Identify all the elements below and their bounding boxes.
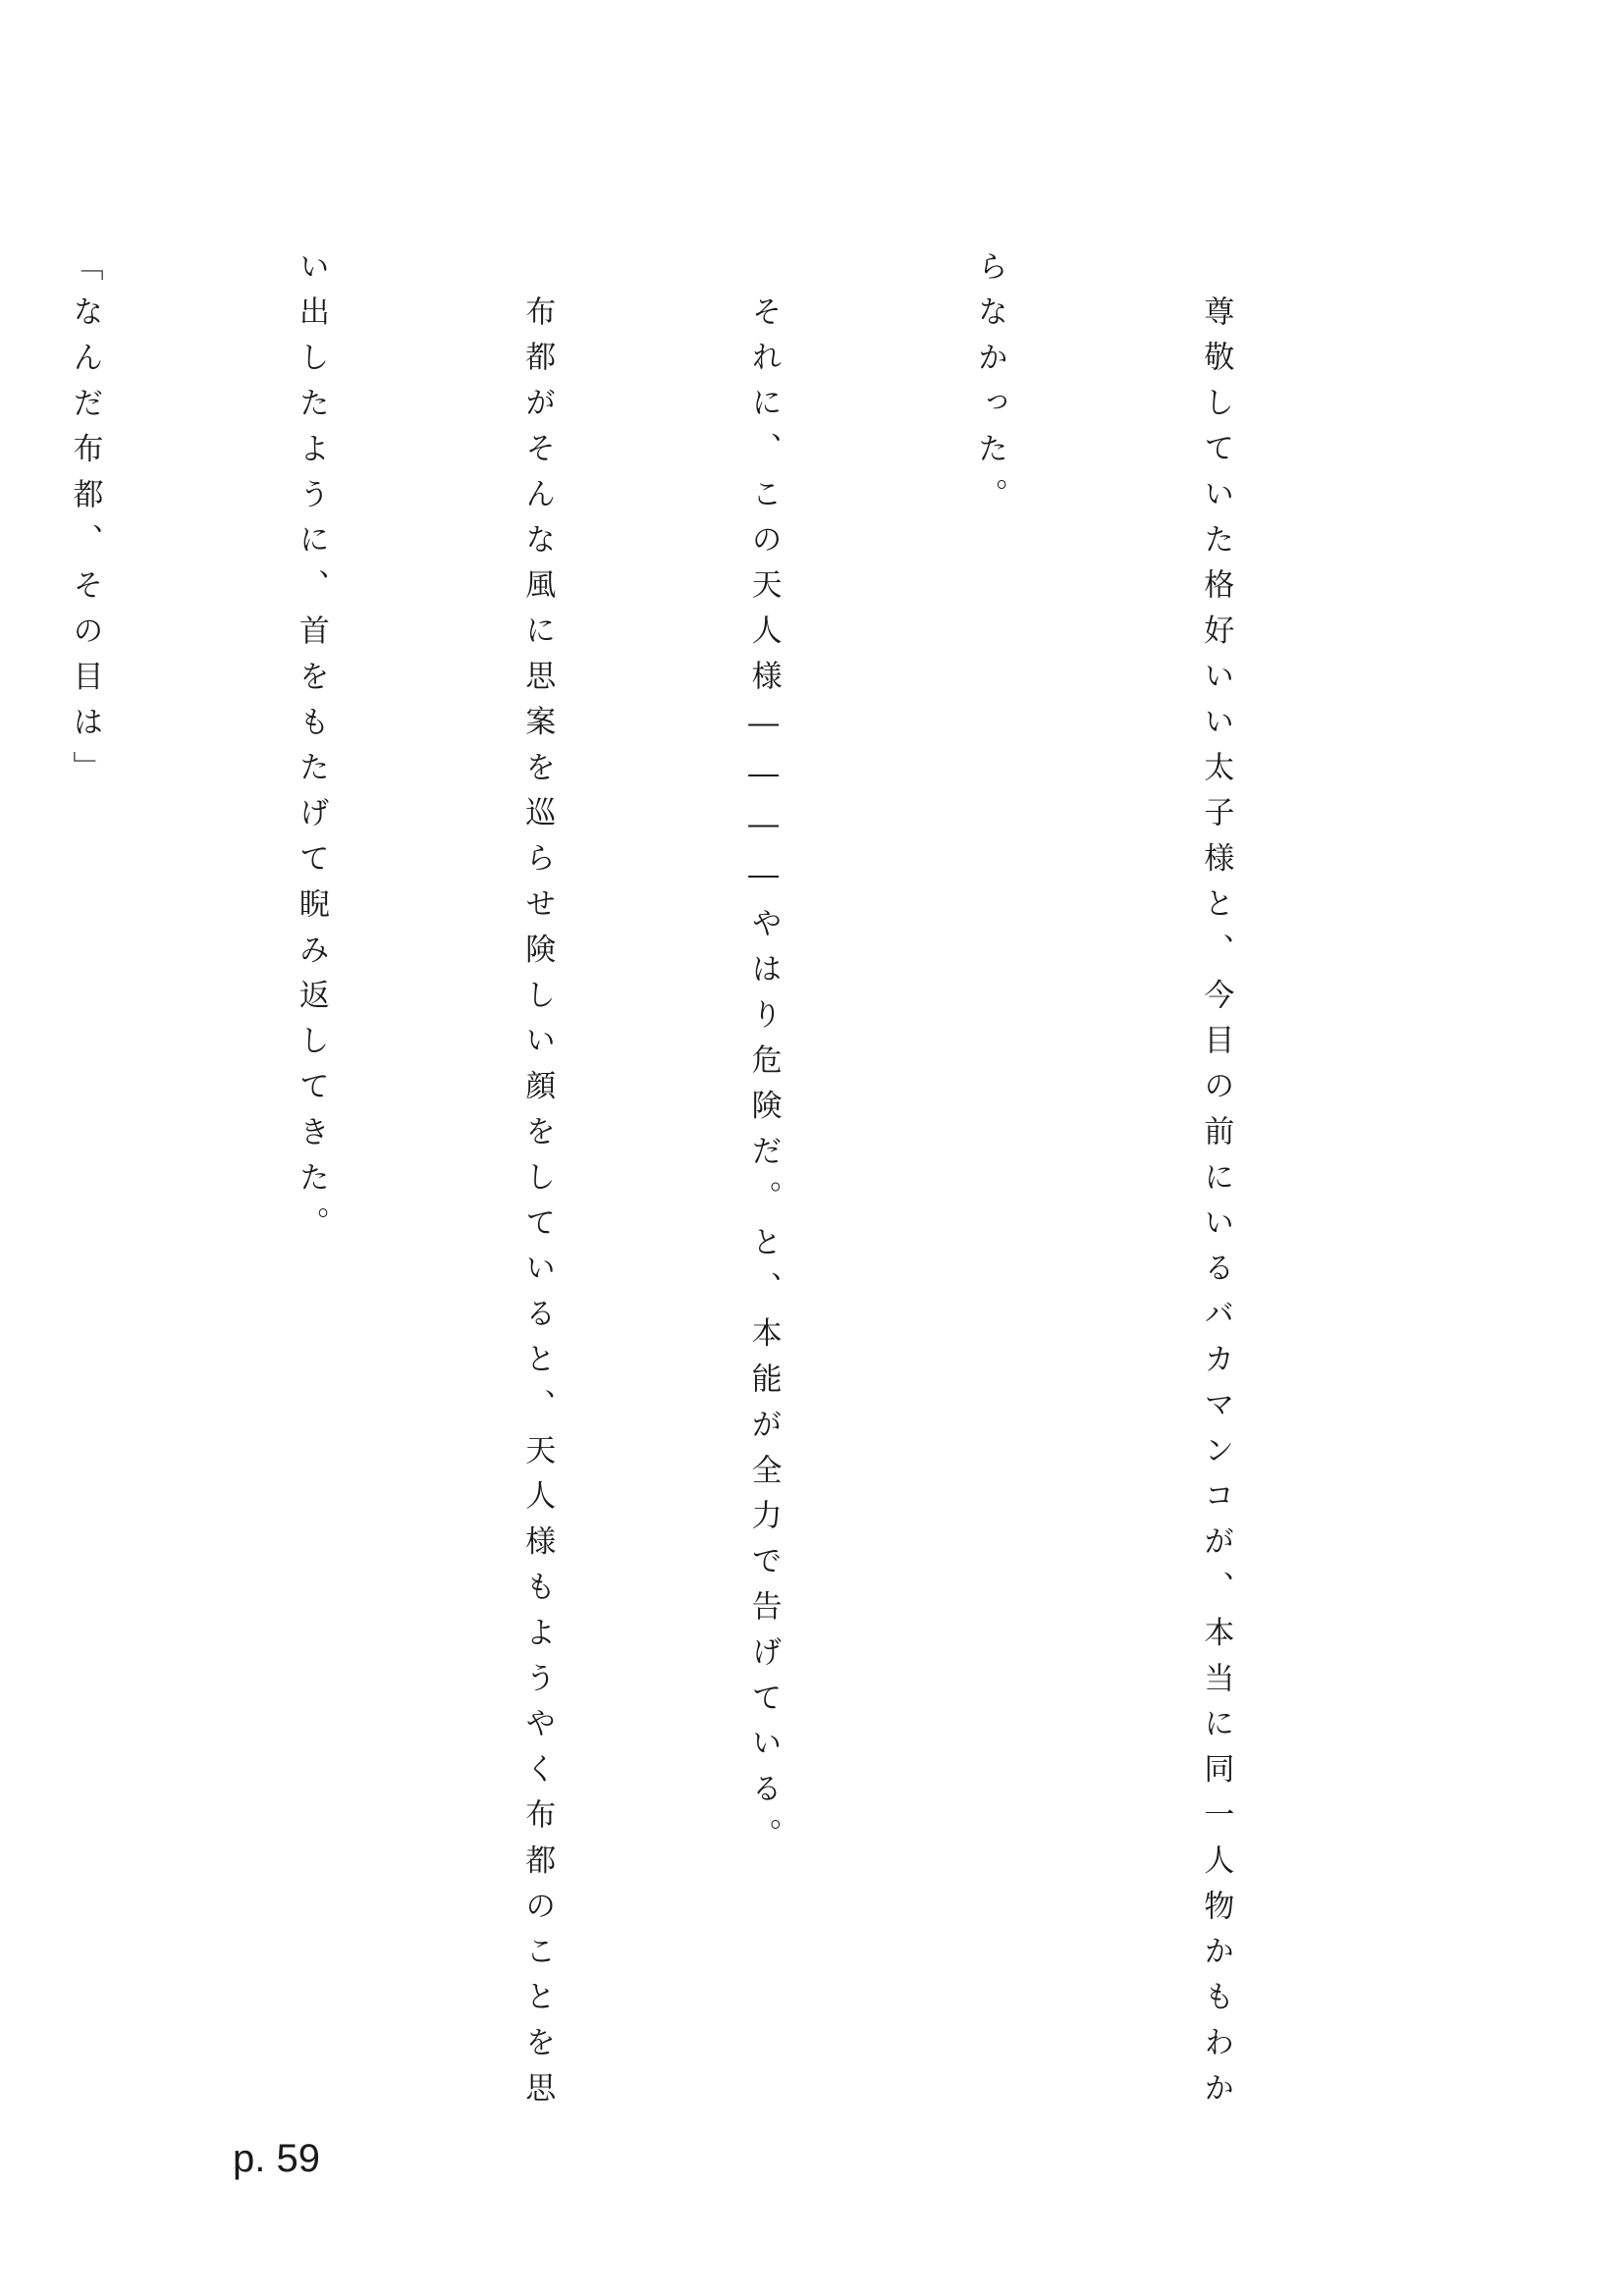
text-line: それに、この天人様――――やはり危険だ。と、本能が全力で告げている。 [745,295,782,1864]
page-number: p. 59 [233,2137,320,2180]
text-line: らなかった。 [972,250,1008,524]
body-text [67,250,1404,2117]
text-line: い出したように、首をもたげて睨み返してきた。 [293,250,329,1253]
text-line: 尊敬していた格好いい太子様と、今目の前にいるバカマンコが、本当に同一人物かもわか [1198,295,1234,2117]
text-line: 布都がそんな風に思案を巡らせ険しい顔をしていると、天人様もようやく布都のことを思 [519,295,556,2117]
dialogue-line: 「なんだ布都、その目は」 [67,250,103,797]
